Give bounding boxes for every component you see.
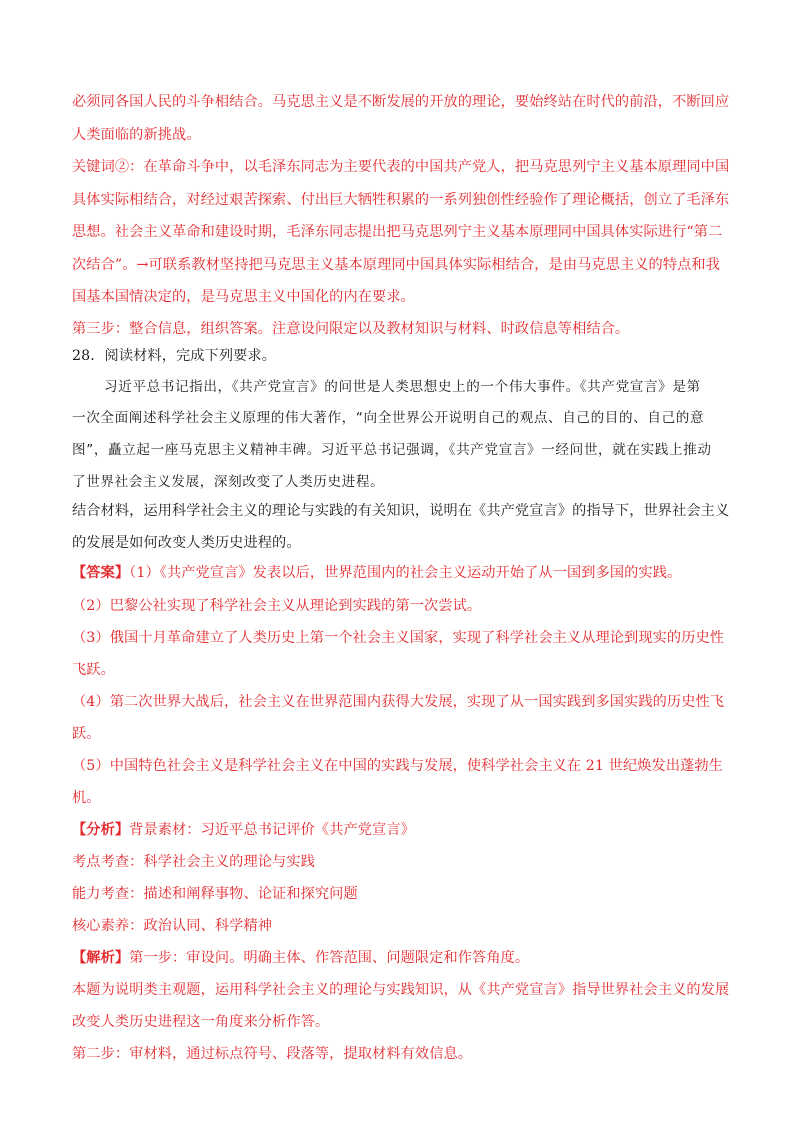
- text-line: 人类面临的新挑战。: [72, 127, 201, 143]
- text-line: 必须同各国人民的斗争相结合。马克思主义是不断发展的开放的理论，要始终站在时代的前沿，不断回应: [72, 94, 730, 110]
- answer-line: （3）俄国十月革命建立了人类历史上第一个社会主义国家，实现了科学社会主义从理论到现实的历史性: [72, 630, 725, 646]
- text-line: 具体实际相结合，对经过艰苦探索、付出巨大牺牲积累的一系列独创性经验作了理论概括，创立了毛泽东: [72, 192, 730, 208]
- analysis-text: 背景素材：习近平总书记评价《共产党宣言》: [129, 822, 415, 838]
- material-line: 一次全面阐述科学社会主义原理的伟大著作，“向全世界公开说明自己的观点、自己的目的、自己的意: [72, 410, 705, 426]
- material-line: 习近平总书记指出，《共产党宣言》的问世是人类思想史上的一个伟大事件。《共产党宣言》是第: [104, 379, 701, 395]
- explanation-tag: 【解析】: [72, 950, 130, 966]
- question-line: 的发展是如何改变人类历史进程的。: [72, 535, 301, 551]
- text-line: 国基本国情决定的，是马克思主义中国化的内在要求。: [72, 289, 415, 305]
- text-line: 第三步：整合信息，组织答案。注意设问限定以及教材知识与材料、时政信息等相结合。: [72, 321, 630, 337]
- analysis-line: 考点考查：科学社会主义的理论与实践: [72, 854, 315, 870]
- explanation-line: [72, 948, 732, 968]
- analysis-line: 能力考查：描述和阐释事物、论证和探究问题: [72, 886, 358, 902]
- answer-line: （5）中国特色社会主义是科学社会主义在中国的实践与发展，使科学社会主义在 21 世纪焕发出蓬勃生: [72, 758, 723, 774]
- answer-tag: 【答案】: [72, 565, 130, 581]
- material-line: 图”，矗立起一座马克思主义精神丰碑。习近平总书记强调，《共产党宣言》一经问世，就在实践上推动: [72, 442, 712, 458]
- explanation-line: 本题为说明类主观题，运用科学社会主义的理论与实践知识，从《共产党宣言》指导世界社会主义的发展: [72, 982, 730, 998]
- analysis-line: [72, 820, 732, 840]
- analysis-line: 核心素养：政治认同、科学精神: [72, 918, 273, 934]
- text-line: 关键词②：在革命斗争中，以毛泽东同志为主要代表的中国共产党人，把马克思列宁主义基本原理同中国: [72, 159, 730, 175]
- answer-line: （2）巴黎公社实现了科学社会主义从理论到实践的第一次尝试。: [72, 598, 482, 614]
- question-line: 结合材料，运用科学社会主义的理论与实践的有关知识，说明在《共产党宣言》的指导下，世界社会主义: [72, 503, 730, 519]
- text-line: 思想。社会主义革命和建设时期，毛泽东同志提出把马克思列宁主义基本原理同中国具体实际进行“第二: [72, 224, 723, 240]
- explanation-line: 改变人类历史进程这一角度来分析作答。: [72, 1014, 330, 1030]
- answer-text: （1）《共产党宣言》发表以后，世界范围内的社会主义运动开始了从一国到多国的实践。: [129, 565, 682, 581]
- explanation-line: 第二步：审材料，通过标点符号、段落等，提取材料有效信息。: [72, 1046, 473, 1062]
- text-line: 次结合”。→可联系教材坚持把马克思主义基本原理同中国具体实际相结合，是由马克思主义的特点和我: [72, 257, 720, 273]
- explanation-text: 第一步：审设问。明确主体、作答范围、问题限定和作答角度。: [129, 950, 530, 966]
- material-line: 了世界社会主义发展，深刻改变了人类历史进程。: [72, 474, 385, 490]
- answer-line: 跃。: [72, 726, 101, 742]
- answer-line: （4）第二次世界大战后，社会主义在世界范围内获得大发展，实现了从一国实践到多国实践的历史性飞: [72, 694, 725, 710]
- question-number-line: 28．阅读材料，完成下列要求。: [72, 348, 276, 364]
- answer-line: 机。: [72, 790, 101, 806]
- analysis-tag: 【分析】: [72, 822, 130, 838]
- answer-line: 飞跃。: [72, 662, 115, 678]
- answer-line: [72, 563, 732, 583]
